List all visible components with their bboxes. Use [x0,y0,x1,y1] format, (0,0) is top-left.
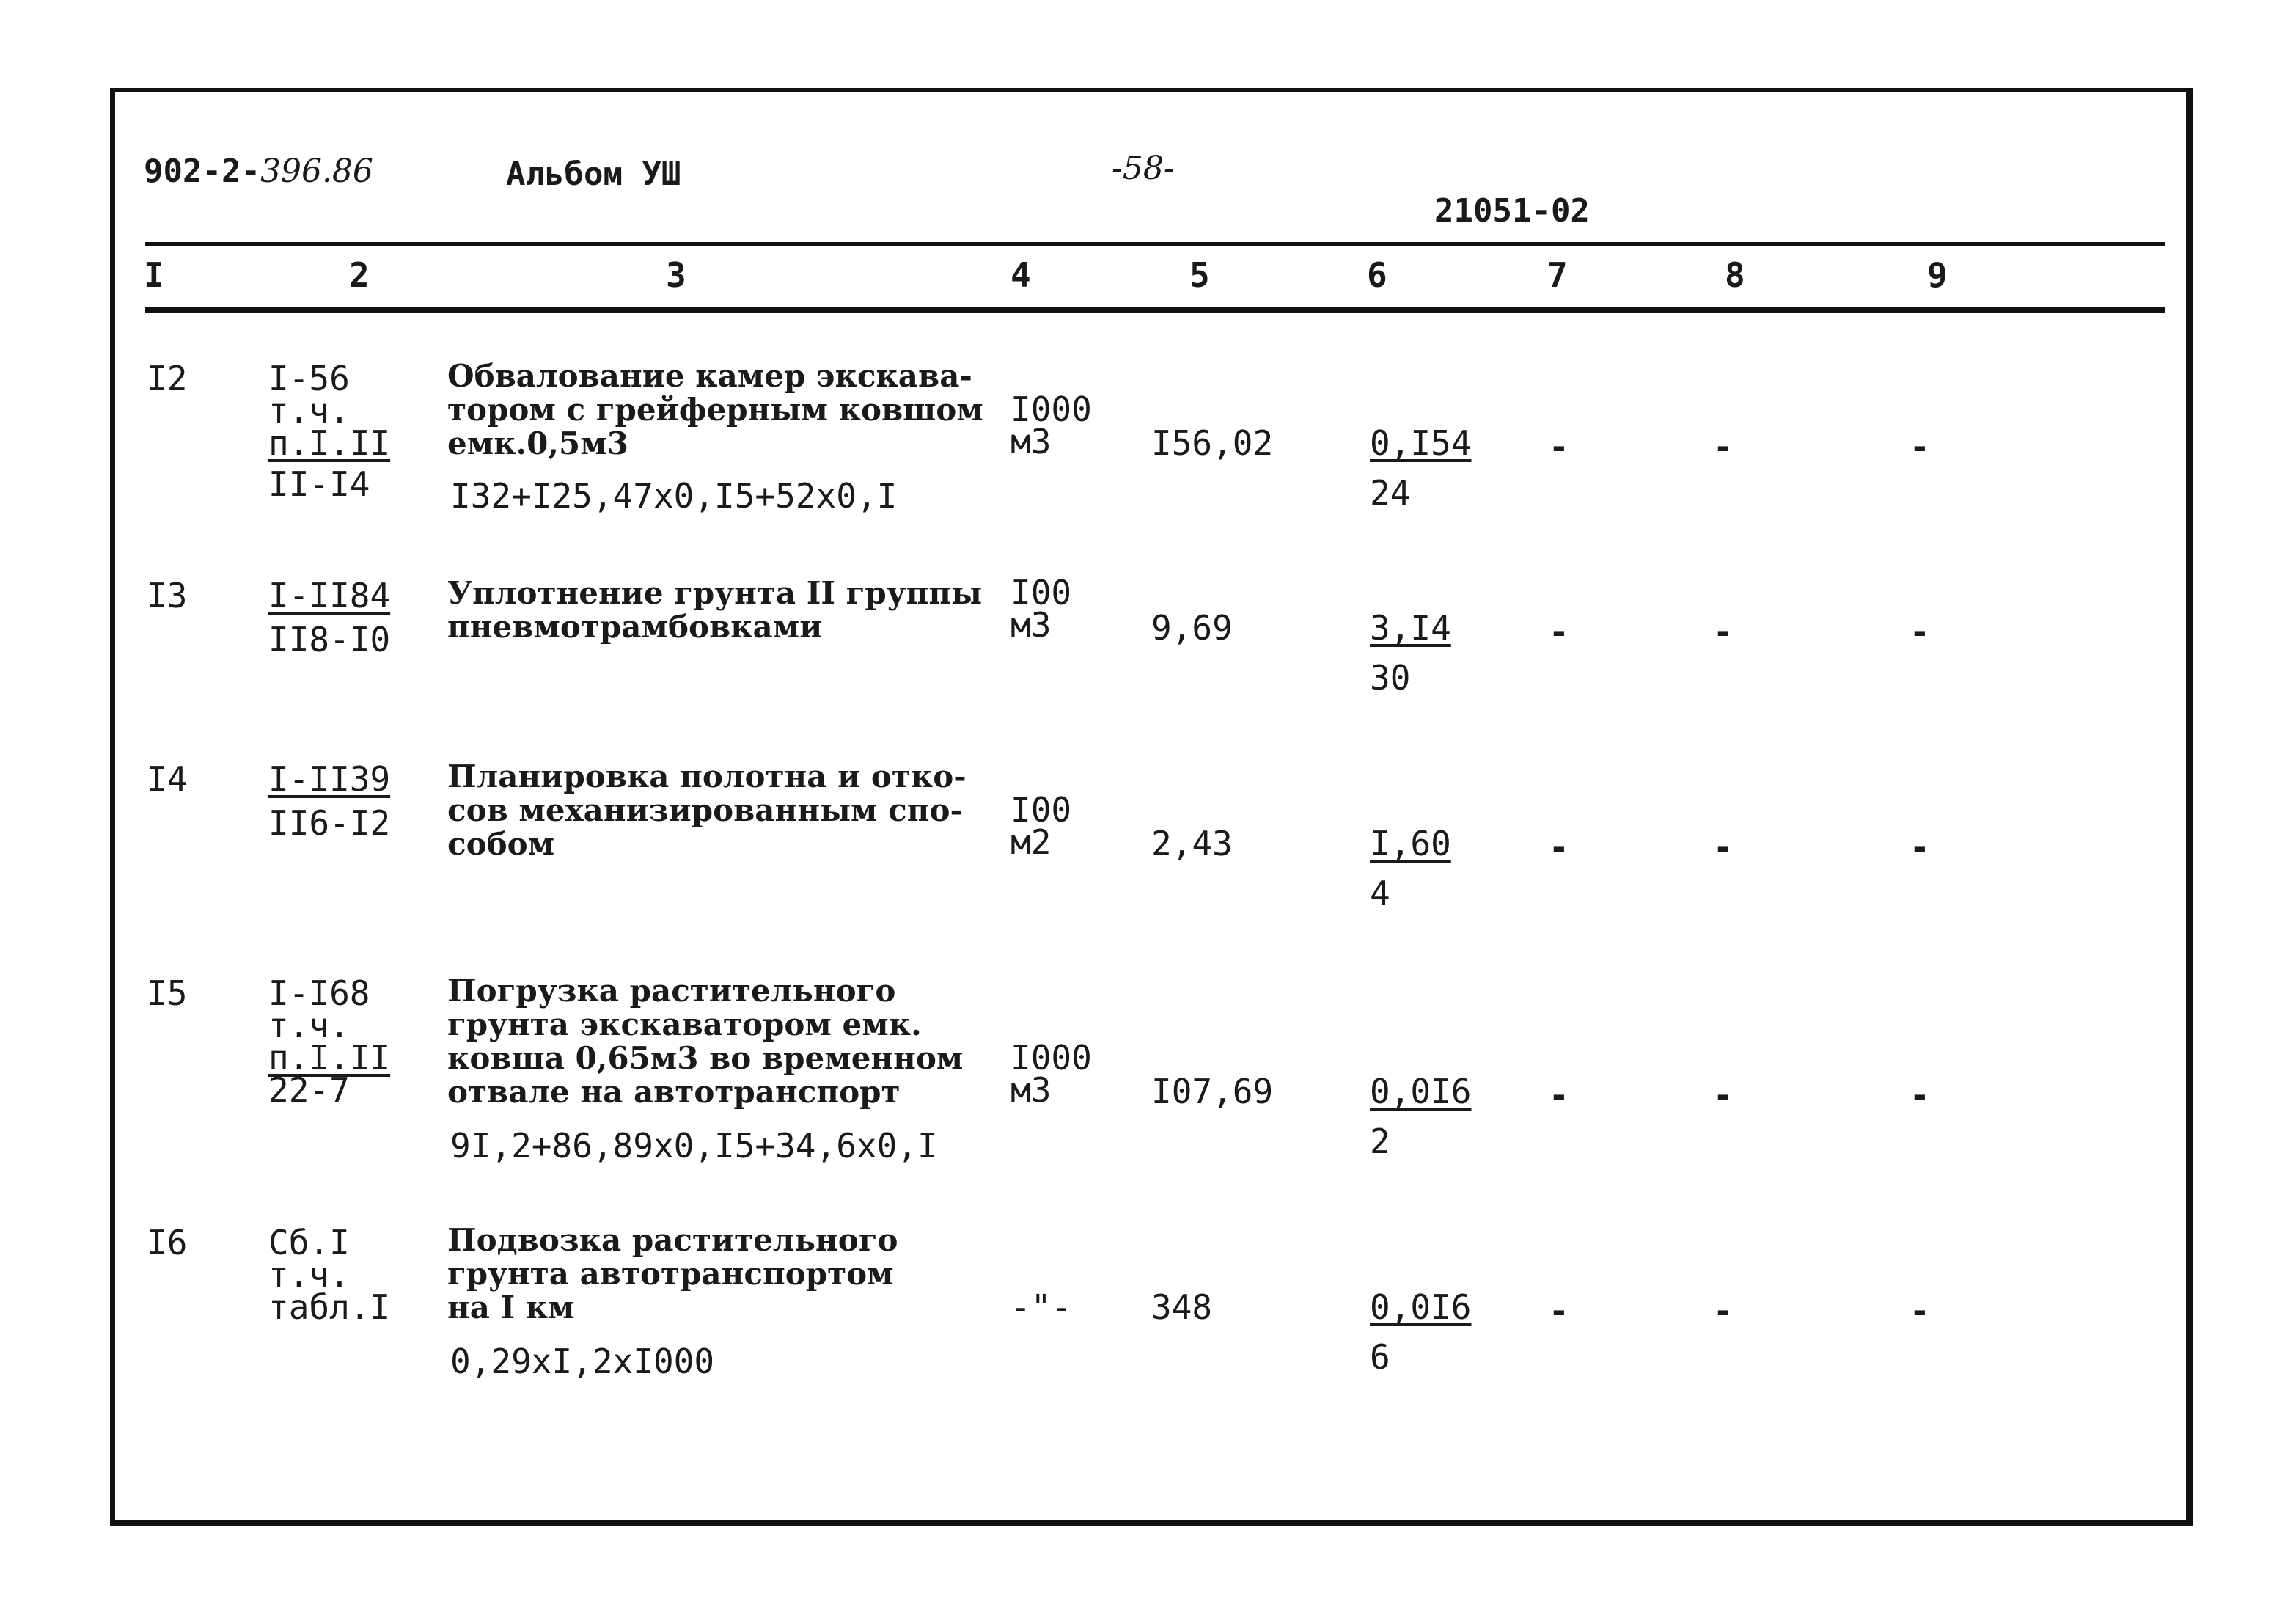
row-number: I2 [147,359,188,398]
row-number: I3 [147,576,188,615]
unit-price: I56,02 [1151,423,1274,463]
labor-cost: 0,0I6 2 [1370,1072,1472,1161]
unit: I00 м3 [1011,573,1072,645]
column-9-value: - [1910,1075,1930,1115]
column-header-8: 8 [1725,255,1745,295]
column-header-2: 2 [349,255,370,295]
column-9-value: - [1910,427,1930,467]
column-7-value: - [1549,427,1569,467]
norm-code: I-II39 II6-I2 [268,759,391,843]
column-7-value: - [1549,612,1569,651]
norm-code: Сб.I т.ч. табл.I [268,1223,391,1327]
calculation: 0,29xI,2xI000 [450,1342,715,1381]
column-8-value: - [1713,827,1734,867]
unit-price: 2,43 [1151,824,1233,863]
unit: -"- [1011,1287,1072,1327]
document-stamp: 21051-02 [1434,192,1590,230]
work-description: Подвозка растительного грунта автотранспортом на I км [447,1222,898,1325]
calculation: I32+I25,47x0,I5+52x0,I [450,476,898,516]
row-number: I5 [147,973,188,1013]
column-8-value: - [1713,1291,1734,1331]
norm-code: I-I68 т.ч. п.I.II 22-7 [268,973,391,1110]
column-9-value: - [1910,612,1930,651]
column-7-value: - [1549,1291,1569,1331]
album-title: Альбом УШ [506,156,681,193]
column-8-value: - [1713,427,1734,467]
unit: I000 м3 [1011,1038,1092,1110]
column-9-value: - [1910,1291,1930,1331]
column-7-value: - [1549,827,1569,867]
document-code [144,153,373,190]
unit-price: I07,69 [1151,1072,1274,1111]
labor-cost: I,60 4 [1370,824,1451,913]
labor-cost: 0,I54 24 [1370,423,1472,513]
unit: I00 м2 [1011,790,1072,862]
column-header-rule [145,307,2165,313]
work-description: Погрузка растительного грунта экскаватором емк. ковша 0,65м3 во временном отвале на автотранспорт [447,973,964,1110]
column-header-9: 9 [1927,255,1948,295]
document-code-handwritten: 396.86 [260,153,373,190]
unit-price: 348 [1151,1287,1213,1327]
calculation: 9I,2+86,89x0,I5+34,6x0,I [450,1126,938,1166]
work-description: Обвалование камер экскава- тором с грейферным ковшом емк.0,5м3 [447,358,983,461]
column-header-1: I [144,255,164,295]
column-header-6: 6 [1367,255,1387,295]
row-number: I4 [147,759,188,799]
document-code-printed: 902-2- [144,153,260,190]
column-header-4: 4 [1011,255,1031,295]
page-number: -58- [1112,150,1175,187]
labor-cost: 0,0I6 6 [1370,1287,1472,1377]
column-8-value: - [1713,612,1734,651]
column-7-value: - [1549,1075,1569,1115]
column-header-7: 7 [1547,255,1568,295]
norm-code: I-56 т.ч. п.I.II II-I4 [268,359,391,504]
work-description: Планировка полотна и отко- сов механизированным спо- собом [447,758,967,862]
unit-price: 9,69 [1151,608,1233,648]
column-header-3: 3 [666,255,686,295]
column-header-5: 5 [1189,255,1210,295]
row-number: I6 [147,1223,188,1262]
norm-code: I-II84 II8-I0 [268,576,391,659]
labor-cost: 3,I4 30 [1370,608,1451,698]
unit: I000 м3 [1011,389,1092,461]
column-8-value: - [1713,1075,1734,1115]
work-description: Уплотнение грунта II группы пневмотрамбовками [447,575,983,645]
header-rule [145,242,2165,246]
column-9-value: - [1910,827,1930,867]
